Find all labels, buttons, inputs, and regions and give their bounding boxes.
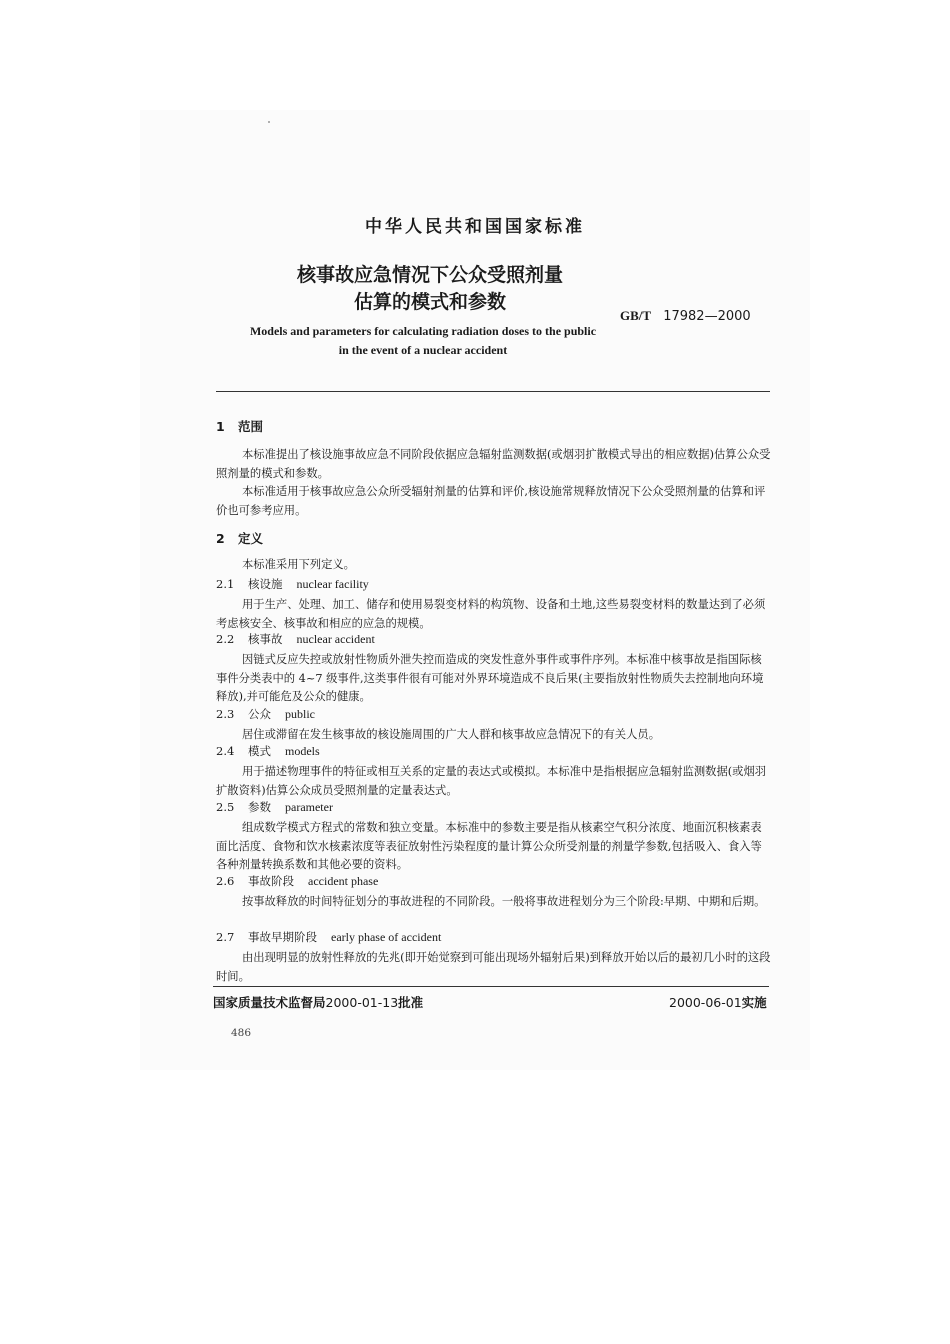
approval-line (213, 993, 423, 1011)
section-2-intro: 本标准采用下列定义。 (242, 558, 355, 571)
standard-code-prefix: GB/T (620, 308, 652, 323)
section-1-number: 1 (216, 419, 225, 434)
definition-term: 核事故 (248, 632, 283, 646)
definition-2-4-heading (216, 743, 320, 759)
section-1-para-2: 本标准适用于核事故应急公众所受辐射剂量的估算和评价,核设施常规释放情况下公众受照剂量的估算和评价也可参考应用。 (216, 485, 766, 517)
definition-number: 2.4 (216, 744, 235, 758)
title-zh-line1: 核事故应急情况下公众受照剂量 (296, 264, 563, 286)
standard-code-number: 17982—2000 (663, 309, 751, 324)
definition-term-en: accident phase (308, 874, 379, 888)
definition-term-en: nuclear facility (296, 577, 369, 591)
definition-2-1-heading (216, 576, 369, 592)
section-2-number: 2 (216, 531, 225, 546)
effective-line (669, 993, 767, 1011)
definition-number: 2.6 (216, 874, 235, 888)
title-en-line1: Models and parameters for calculating radiation doses to the public (249, 324, 597, 338)
effective-word: 实施 (741, 995, 767, 1010)
definition-number: 2.1 (216, 577, 235, 591)
page-number: 486 (231, 1027, 252, 1039)
definition-number: 2.7 (216, 930, 235, 944)
definition-2-7-text: 由出现明显的放射性释放的先兆(即开始觉察到可能出现场外辐射后果)到释放开始以后的最初几小时的这段时间。 (216, 951, 771, 983)
definition-term: 参数 (248, 800, 271, 814)
definition-number: 2.2 (216, 632, 235, 646)
definition-term-en: nuclear accident (296, 632, 375, 646)
definition-2-2-heading (216, 631, 375, 647)
definition-2-6-text: 按事故释放的时间特征划分的事故进程的不同阶段。一般将事故进程划分为三个阶段:早期、中期和后期。 (242, 895, 766, 908)
section-1-heading (216, 417, 263, 435)
definition-term-en: public (285, 707, 315, 721)
definition-2-1-text: 用于生产、处理、加工、储存和使用易裂变材料的构筑物、设备和土地,这些易裂变材料的数量达到了必须考虑核安全、核事故和相应的应急的规模。 (216, 598, 766, 630)
definition-term-en: models (285, 744, 320, 758)
definition-term: 事故阶段 (248, 874, 294, 888)
title-zh-line2: 估算的模式和参数 (353, 291, 506, 313)
standard-org-header: 中华人民共和国国家标准 (365, 217, 585, 237)
definition-2-6-heading (216, 873, 378, 889)
definition-number: 2.3 (216, 707, 235, 721)
definition-number: 2.5 (216, 800, 235, 814)
approval-org: 国家质量技术监督局 (213, 995, 326, 1010)
section-1-para-1: 本标准提出了核设施事故应急不同阶段依据应急辐射监测数据(或烟羽扩散模式导出的相应数据)估算公众受照剂量的模式和参数。 (216, 448, 771, 480)
definition-term-en: parameter (285, 800, 333, 814)
definition-term: 公众 (248, 707, 271, 721)
section-1-title: 范围 (238, 419, 264, 434)
definition-2-3-heading (216, 706, 315, 722)
definition-term: 模式 (248, 744, 271, 758)
approval-word: 批准 (398, 995, 424, 1010)
title-en-line2: in the event of a nuclear accident (338, 343, 508, 357)
definition-2-7-heading (216, 929, 441, 945)
definition-term-en: early phase of accident (331, 930, 442, 944)
definition-term: 事故早期阶段 (248, 930, 317, 944)
definition-term: 核设施 (248, 577, 283, 591)
footer-divider (213, 986, 769, 987)
section-2-title: 定义 (238, 531, 264, 546)
definition-2-2-text: 因链式反应失控或放射性物质外泄失控而造成的突发性意外事件或事件序列。本标准中核事故是指国际核事件分类表中的 4~7 级事件,这类事件很有可能对外界环境造成不良后果(主要指放射性物质失去控制地向环境释放),并可能危及公众的健康。 (216, 653, 764, 703)
standard-code (620, 308, 751, 324)
definition-2-3-text: 居住或滞留在发生核事故的核设施周围的广大人群和核事故应急情况下的有关人员。 (242, 728, 660, 741)
definition-2-5-heading (216, 799, 333, 815)
definition-2-5-text: 组成数学模式方程式的常数和独立变量。本标准中的参数主要是指从核素空气积分浓度、地面沉积核素表面比活度、食物和饮水核素浓度等表征放射性污染程度的量计算公众所受剂量的剂量学参数,包括吸入、食入等各种剂量转换系数和其他必要的资料。 (216, 821, 762, 871)
scan-speck (268, 121, 270, 123)
section-2-heading (216, 529, 263, 547)
effective-date: 2000-06-01 (669, 995, 742, 1010)
approval-date: 2000-01-13 (325, 995, 399, 1010)
header-divider (216, 391, 770, 392)
definition-2-4-text: 用于描述物理事件的特征或相互关系的定量的表达式或模拟。本标准中是指根据应急辐射监测数据(或烟羽扩散资料)估算公众成员受照剂量的定量表达式。 (216, 765, 767, 797)
